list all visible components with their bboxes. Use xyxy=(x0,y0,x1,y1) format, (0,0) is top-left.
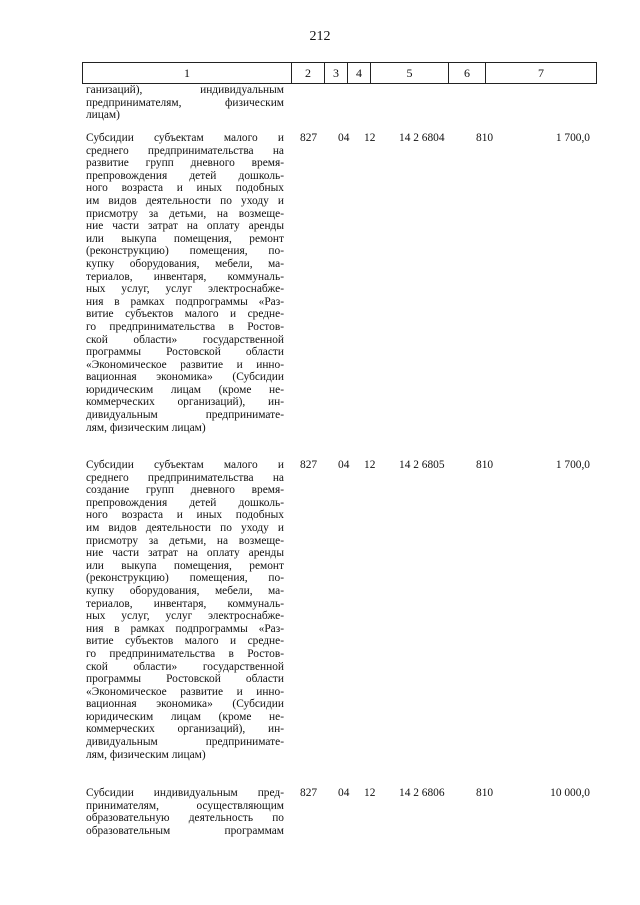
description-line: витие субъектов малого и средне- xyxy=(86,308,284,321)
description-line: ных услуг, услуг электроснабже- xyxy=(86,283,284,296)
description-line: го предпринимательства в Ростов- xyxy=(86,647,284,660)
description-line: лям, физическим лицам) xyxy=(86,748,206,761)
description-line: ния в рамках подпрограммы «Раз- xyxy=(86,295,284,308)
description-line: ных услуг, услуг электроснабже- xyxy=(86,610,284,623)
page-number: 212 xyxy=(309,29,331,44)
description-line: среднего предпринимательства на xyxy=(86,471,284,484)
header-col-5: 5 xyxy=(371,63,449,83)
description-line: витие субъектов малого и средне- xyxy=(86,635,284,648)
cell-section-code: 04 xyxy=(338,459,350,471)
description-line: го предпринимательства в Ростов- xyxy=(86,320,284,333)
cell-expense-type: 810 xyxy=(476,787,494,799)
cell-amount: 10 000,0 xyxy=(550,787,590,799)
description-line: присмотру за детьми, на возмеще- xyxy=(86,534,284,547)
description-line: ской области» государственной xyxy=(86,333,284,346)
description-line: дивидуальным предпринимате- xyxy=(86,736,284,749)
description-line: образовательную деятельность по xyxy=(86,812,284,825)
description-line: или выкупа помещения, ремонт xyxy=(86,232,284,245)
description-line: им видов деятельности по уходу и xyxy=(86,521,284,534)
description-line: коммерческих организаций), ин- xyxy=(86,723,284,736)
description-line: Субсидии индивидуальным пред- xyxy=(86,787,284,799)
cell-subsection-code: 12 xyxy=(364,132,376,144)
cell-subsection-code: 12 xyxy=(364,787,376,799)
description-line: создание групп дневного время- xyxy=(86,484,284,497)
description-line: Субсидии субъектам малого и xyxy=(86,459,284,471)
cell-expense-type: 810 xyxy=(476,132,494,144)
header-col-4: 4 xyxy=(348,63,371,83)
description-line: предпринимателям, физическим xyxy=(86,96,284,109)
description-line: программы Ростовской области xyxy=(86,673,284,686)
description-line: ного возраста и иных подобных xyxy=(86,509,284,522)
cell-subsection-code: 12 xyxy=(364,459,376,471)
header-col-3: 3 xyxy=(325,63,348,83)
description-line: юридическим лицам (кроме не- xyxy=(86,710,284,723)
description-line: ние части затрат на оплату аренды xyxy=(86,220,284,233)
header-col-6: 6 xyxy=(449,63,486,83)
header-col-1: 1 xyxy=(83,63,292,83)
description-line: лям, физическим лицам) xyxy=(86,421,206,434)
description-line: вационная экономика» (Субсидии xyxy=(86,371,284,384)
description-line: (реконструкцию) помещения, по- xyxy=(86,572,284,585)
description-line: препровождения детей дошколь- xyxy=(86,169,284,182)
cell-target-article: 14 2 6805 xyxy=(399,459,445,471)
description-line: ния в рамках подпрограммы «Раз- xyxy=(86,622,284,635)
description-line: принимателям, осуществляющим xyxy=(86,799,284,812)
description-line: лицам) xyxy=(86,109,120,122)
cell-section-code: 04 xyxy=(338,132,350,144)
description-line: вационная экономика» (Субсидии xyxy=(86,698,284,711)
description-line: ного возраста и иных подобных xyxy=(86,182,284,195)
cell-amount: 1 700,0 xyxy=(555,459,590,471)
description-line: дивидуальным предпринимате- xyxy=(86,409,284,422)
description-line: образовательным программам xyxy=(86,824,284,837)
description-line: среднего предпринимательства на xyxy=(86,144,284,157)
description-line: или выкупа помещения, ремонт xyxy=(86,559,284,572)
row-description xyxy=(86,459,284,761)
description-line: териалов, инвентаря, коммуналь- xyxy=(86,597,284,610)
row-description xyxy=(86,787,284,837)
description-line: коммерческих организаций), ин- xyxy=(86,396,284,409)
cell-ministry-code: 827 xyxy=(300,459,318,471)
description-line: «Экономическое развитие и инно- xyxy=(86,358,284,371)
description-line: «Экономическое развитие и инно- xyxy=(86,685,284,698)
description-line: присмотру за детьми, на возмеще- xyxy=(86,207,284,220)
header-col-7: 7 xyxy=(486,63,597,83)
row-description xyxy=(86,84,284,122)
description-line: териалов, инвентаря, коммуналь- xyxy=(86,270,284,283)
description-line: им видов деятельности по уходу и xyxy=(86,194,284,207)
description-line: купку оборудования, мебели, ма- xyxy=(86,257,284,270)
cell-amount: 1 700,0 xyxy=(555,132,590,144)
row-description xyxy=(86,132,284,434)
description-line: Субсидии субъектам малого и xyxy=(86,132,284,144)
cell-expense-type: 810 xyxy=(476,459,494,471)
table-header xyxy=(82,62,597,84)
description-line: ской области» государственной xyxy=(86,660,284,673)
cell-section-code: 04 xyxy=(338,787,350,799)
description-line: купку оборудования, мебели, ма- xyxy=(86,584,284,597)
description-line: ние части затрат на оплату аренды xyxy=(86,547,284,560)
cell-ministry-code: 827 xyxy=(300,132,318,144)
description-line: препровождения детей дошколь- xyxy=(86,496,284,509)
header-col-2: 2 xyxy=(292,63,325,83)
description-line: (реконструкцию) помещения, по- xyxy=(86,245,284,258)
description-line: развитие групп дневного время- xyxy=(86,157,284,170)
cell-ministry-code: 827 xyxy=(300,787,318,799)
description-line: юридическим лицам (кроме не- xyxy=(86,383,284,396)
description-line: ганизаций), индивидуальным xyxy=(86,84,284,96)
cell-target-article: 14 2 6806 xyxy=(399,787,445,799)
description-line: программы Ростовской области xyxy=(86,346,284,359)
cell-target-article: 14 2 6804 xyxy=(399,132,445,144)
